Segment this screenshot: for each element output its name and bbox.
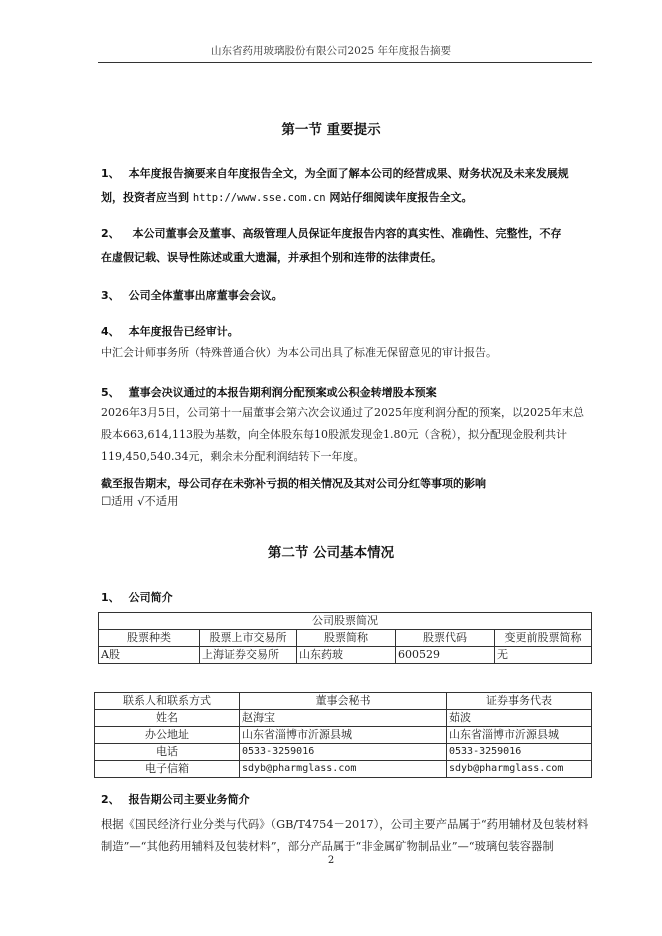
contact-cell: 0533-3259016: [447, 744, 592, 761]
page-number: 2: [327, 855, 335, 866]
business-intro: [101, 814, 591, 858]
contact-label: 姓名: [95, 710, 240, 727]
contact-cell: 0533-3259016: [240, 744, 447, 761]
item-5-number: 5、: [101, 386, 120, 399]
item-2-number: 2、: [101, 227, 120, 240]
profit-line-3: 119,450,540.34元，剩余未分配利润结转下一年度。: [101, 450, 365, 463]
contact-cell: 山东省淄博市沂源县城: [447, 727, 592, 744]
item-5-title: 董事会决议通过的本报告期利润分配预案或公积金转增股本预案: [128, 386, 437, 399]
item-4: [101, 320, 591, 344]
item-2-line1: 本公司董事会及董事、高级管理人员保证年度报告内容的真实性、准确性、完整性，不存: [132, 227, 562, 240]
contact-label: 办公地址: [95, 727, 240, 744]
contact-cell: 茹波: [447, 710, 592, 727]
table-row: [95, 744, 592, 761]
table-row: [99, 647, 592, 664]
stock-cell: 山东药玻: [297, 647, 396, 664]
item-4-text: 本年度报告已经审计。: [128, 325, 239, 338]
item-1: [101, 162, 591, 210]
profit-line-1: 2026年3月5日，公司第十一届董事会第六次会议通过了2025年度利润分配的预案，以2025年末总: [101, 406, 584, 419]
stock-header-cell: 股票上市交易所: [200, 630, 297, 647]
page-header: 山东省药用玻璃股份有限公司2025 年年度报告摘要: [210, 45, 452, 57]
contact-label: 电子信箱: [95, 761, 240, 778]
table-row: [95, 727, 592, 744]
business-line-2: 制造”—“其他药用辅料及包装材料”，部分产品属于“非金属矿物制品业”—“玻璃包装容器制: [101, 840, 554, 853]
stock-cell: 600529: [396, 647, 495, 664]
sse-link[interactable]: http://www.sse.com.cn: [192, 192, 326, 204]
item-2-line2: 在虚假记载、误导性陈述或重大遗漏，并承担个别和连带的法律责任。: [101, 251, 442, 264]
s2-item-1-number: 1、: [101, 591, 120, 604]
table-row: [95, 761, 592, 778]
stock-table-caption: 公司股票简况: [99, 613, 592, 630]
company-profile-heading: [101, 586, 591, 610]
item-1-number: 1、: [101, 167, 120, 180]
stock-header-cell: 股票简称: [297, 630, 396, 647]
stock-header-cell: 股票种类: [99, 630, 200, 647]
contact-table: [94, 692, 592, 778]
stock-info-table: [98, 612, 592, 664]
s2-item-2-number: 2、: [101, 793, 120, 806]
profit-distribution: [101, 402, 591, 468]
profit-line-2: 股本663,614,113股为基数，向全体股东每10股派发现金1.80元（含税），拟分配现金股利共计: [101, 428, 567, 441]
contact-header-cell: 证券事务代表: [447, 693, 592, 710]
business-heading: [101, 788, 591, 812]
item-3-text: 公司全体董事出席董事会会议。: [128, 289, 283, 302]
item-1-line2b: 网站仔细阅读年度报告全文。: [325, 191, 473, 204]
contact-cell: 山东省淄博市沂源县城: [240, 727, 447, 744]
contact-email[interactable]: sdyb@pharmglass.com: [240, 761, 447, 778]
contact-cell: 赵海宝: [240, 710, 447, 727]
s2-item-1-text: 公司简介: [128, 591, 173, 604]
item-1-line2a: 划，投资者应当到: [101, 191, 193, 204]
stock-header-cell: 变更前股票简称: [495, 630, 592, 647]
contact-header-cell: 董事会秘书: [240, 693, 447, 710]
audit-statement: 中汇会计师事务所（特殊普通合伙）为本公司出具了标准无保留意见的审计报告。: [101, 346, 497, 359]
contact-label: 电话: [95, 744, 240, 761]
s2-item-2-text: 报告期公司主要业务简介: [128, 793, 250, 806]
item-1-line1: 本年度报告摘要来自年度报告全文，为全面了解本公司的经营成果、财务状况及未来发展规: [128, 167, 569, 180]
header-divider: [98, 62, 592, 63]
table-row: [95, 710, 592, 727]
section-2-title: 第二节 公司基本情况: [267, 545, 395, 561]
item-3-number: 3、: [101, 289, 120, 302]
item-2: [101, 222, 591, 270]
stock-cell: A股: [99, 647, 200, 664]
contact-header-cell: 联系人和联系方式: [95, 693, 240, 710]
loss-note-title: 截至报告期末，母公司存在未弥补亏损的相关情况及其对公司分红等事项的影响: [101, 477, 486, 490]
stock-cell: 无: [495, 647, 592, 664]
section-1-title: 第一节 重要提示: [281, 122, 381, 138]
item-4-number: 4、: [101, 325, 120, 338]
stock-cell: 上海证券交易所: [200, 647, 297, 664]
contact-email[interactable]: sdyb@pharmglass.com: [447, 761, 592, 778]
stock-header-cell: 股票代码: [396, 630, 495, 647]
loss-note-options: ☐适用 √不适用: [101, 495, 179, 508]
item-3: [101, 284, 591, 308]
business-line-1: 根据《国民经济行业分类与代码》（GB/T4754－2017），公司主要产品属于“药用辅材及包装材料: [101, 818, 589, 831]
